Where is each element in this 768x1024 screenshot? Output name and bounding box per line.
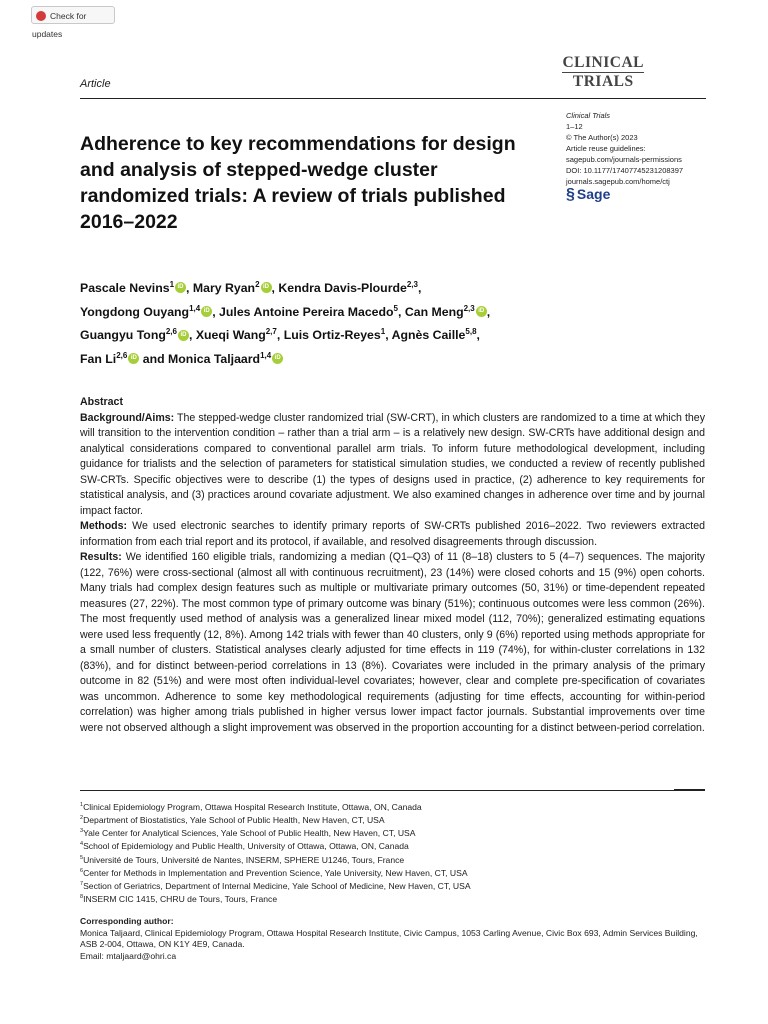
affiliation-item: $^3$Yale Center for Analytical Sciences, Yale School of Public Health, New Haven, CT, USA (80, 828, 416, 839)
check-for-updates-badge[interactable] (31, 6, 115, 39)
corresponding-text: Monica Taljaard, Clinical Epidemiology Program, Ottawa Hospital Research Institute, Civic Campus, 1053 Carling Avenue, Civic Box 693, Admin Services Building, ASB 2-004, Ottawa, ON K1Y 4E9, Canada. (80, 927, 698, 949)
publisher-logo (566, 186, 610, 204)
journal-home-link[interactable]: journals.sagepub.com/home/ctj (566, 177, 670, 186)
author-affiliation-ref: 2,6 (165, 327, 177, 337)
affiliation-item: $^1$Clinical Epidemiology Program, Ottawa Hospital Research Institute, Ottawa, ON, Canada (80, 801, 422, 812)
abstract-methods (80, 519, 705, 550)
author-affiliation-ref: 2,3 (406, 280, 418, 289)
journal-logo (562, 55, 644, 90)
background-text: The stepped-wedge cluster randomized trial (SW-CRT), in which clusters are randomized to a time at which they will transition to the intervention condition – rather than a trial arm – is a relatively new design. SW-CRTs have additional design and analytical considerations compared to conventional parallel arm trials. To inform future methodological development, including guidance for trialists and the selection of parameters for statistical simulation studies, we conducted a review of recently published SW-CRTs. Specific objectives were to describe (1) the types of designs used in practice, (2) adherence to key requirements for statistical analysis, and (3) practices around covariate adjustment. We also examined changes in adherence over time and by journal impact factor. (80, 411, 705, 517)
corresponding-heading: Corresponding author: (80, 916, 174, 926)
orcid-icon[interactable]: iD (201, 306, 212, 317)
author-affiliation-ref: 5 (393, 303, 398, 313)
journal-name: Clinical Trials (566, 111, 611, 120)
author-list: Pascale Nevins$^1$ iD , Mary Ryan$^2$ iD , Kendra Davis-Plourde$^{2,3}$, Yongdong Ouyang$^{1,4}$ iD , Jules Antoine Pereira Macedo$^5$, Can Meng$^{2,3}$ iD , Guangyu Tong$^{2,6}$ iD , Xueqi Wang$^{2,7}$, Luis Ortiz-Reyes$^1$, Agnès Caille$^{5,8}$, Fan Li$^{2,6}$ iD and Monica Taljaard$^{1,4}$ iD (80, 280, 491, 366)
reuse-label: Article reuse guidelines: (566, 144, 646, 153)
badge-label: Check for updates (32, 11, 87, 39)
affiliation-item: $^6$Center for Methods in Implementation and Prevention Science, Yale University, New Haven, CT, USA (80, 867, 468, 878)
author-name: Fan Li (80, 351, 117, 366)
methods-text: We used electronic searches to identify primary reports of SW-CRTs published 2016–2022. Two reviewers extracted information from each trial report and its protocol, if available, and resolved disagreements through discussion. (80, 520, 705, 548)
author-name: Yongdong Ouyang (80, 304, 190, 319)
results-text: We identified 160 eligible trials, randomizing a median (Q1–Q3) of 11 (8–18) clusters to 5 (4–7) sequences. The majority (122, 76%) were cross-sectional (almost all with continuous recruitment), 23 (14%) were closed cohorts and 15 (9%) open cohorts. Many trials had complex design features such as multiple or multivariate primary outcomes (50, 31%) or time-dependent repeated measures (27, 22%). The most common type of primary outcome was binary (51%); continuous outcomes were less common (26%). The most frequently used method of analysis was a generalized linear mixed model (112, 70%); generalized estimating equations were used less frequently (12, 8%). Among 142 trials with fewer than 40 clusters, only 9 (6%) reported using methods appropriate for a small number of clusters. Statistical analyses clearly adjusted for time effects in 119 (74%), for within-cluster correlations in 132 (83%), and for distinct between-period correlations in 13 (8%). Covariates were included in the primary analysis of the primary outcome in 82 (51%) and were most often individual-level covariates; however, clear and complete pre-specification of covariates was uncommon. Adherence to some key methodological requirements (adjusting for time effects, accounting for within-period correlation) was higher among trials published in higher versus lower impact factor journals. Substantial improvements over time were not observed although a slight improvement was observed in the proportion accounting for a distinct between-period correlation. (80, 551, 705, 734)
author-name: Luis Ortiz-Reyes (283, 328, 381, 343)
logo-line1: CLINICAL (562, 54, 644, 71)
author-name: Pascale Nevins (80, 281, 170, 296)
affiliation-item: $^7$Section of Geriatrics, Department of Internal Medicine, Yale School of Medicine, New Haven, CT, USA (80, 880, 471, 891)
affiliation-item: $^8$INSERM CIC 1415, CHRU de Tours, Tours, France (80, 893, 278, 904)
abstract-background (80, 411, 705, 520)
abstract-heading: Abstract (80, 396, 123, 408)
orcid-icon[interactable]: iD (261, 282, 272, 293)
author-affiliation-ref: 2 (255, 280, 260, 289)
author-affiliation-ref: 2,3 (463, 303, 475, 313)
author-affiliation-ref: 1 (380, 327, 386, 337)
author-affiliation-ref: 2,7 (265, 327, 277, 337)
author-affiliation-ref: 1 (169, 280, 175, 289)
orcid-icon[interactable]: iD (175, 282, 186, 293)
author-name: Agnès Caille (391, 328, 466, 343)
article-meta (566, 110, 683, 187)
author-name: Xueqi Wang (195, 328, 266, 343)
corresponding-email[interactable]: Email: mtaljaard@ohri.ca (80, 950, 177, 961)
publisher-name: Sage (576, 186, 611, 202)
results-heading: Results: (80, 551, 122, 563)
copyright: © The Author(s) 2023 (566, 133, 638, 142)
methods-heading: Methods: (80, 520, 128, 532)
corresponding-author (80, 916, 705, 962)
abstract (80, 395, 705, 736)
page-range: 1–12 (566, 122, 583, 131)
author-name: Mary Ryan (192, 281, 256, 296)
abstract-results (80, 550, 705, 736)
affiliation-item: $^2$Department of Biostatistics, Yale School of Public Health, New Haven, CT, USA (80, 815, 385, 826)
author-affiliation-ref: 5,8 (465, 327, 477, 337)
orcid-icon[interactable]: iD (178, 330, 189, 341)
orcid-icon[interactable]: iD (476, 306, 487, 317)
author-name: Kendra Davis-Plourde (278, 281, 407, 296)
header-rule (80, 98, 706, 99)
affiliation-rule (80, 790, 705, 791)
affiliation-item: $^4$School of Epidemiology and Public Health, University of Ottawa, Ottawa, ON, Canada (80, 841, 409, 852)
paper-title: Adherence to key recommendations for design and analysis of stepped-wedge cluster randomized trials: A review of trials published 2016–2022 (80, 133, 516, 233)
author-affiliation-ref: 1,4 (189, 303, 201, 313)
affiliation-item: $^5$Université de Tours, Université de Nantes, INSERM, SPHERE U1246, Tours, France (80, 854, 405, 865)
doi[interactable]: DOI: 10.1177/17407745231208397 (566, 166, 684, 175)
orcid-icon[interactable]: iD (272, 353, 283, 364)
article-type: Article (80, 78, 111, 90)
author-affiliation-ref: 2,6 (116, 350, 128, 360)
logo-line2: TRIALS (572, 73, 634, 90)
orcid-icon[interactable]: iD (128, 353, 139, 364)
author-name: Jules Antoine Pereira Macedo (219, 304, 394, 319)
background-heading: Background/Aims: (80, 411, 175, 424)
author-affiliation-ref: 1,4 (260, 350, 272, 360)
update-icon (36, 11, 46, 21)
author-name: Monica Taljaard (168, 351, 261, 366)
author-name: Can Meng (404, 304, 464, 319)
author-name: Guangyu Tong (80, 328, 166, 343)
affiliations (80, 800, 705, 905)
reuse-link[interactable]: sagepub.com/journals-permissions (566, 155, 682, 164)
sage-icon: § (566, 186, 575, 203)
